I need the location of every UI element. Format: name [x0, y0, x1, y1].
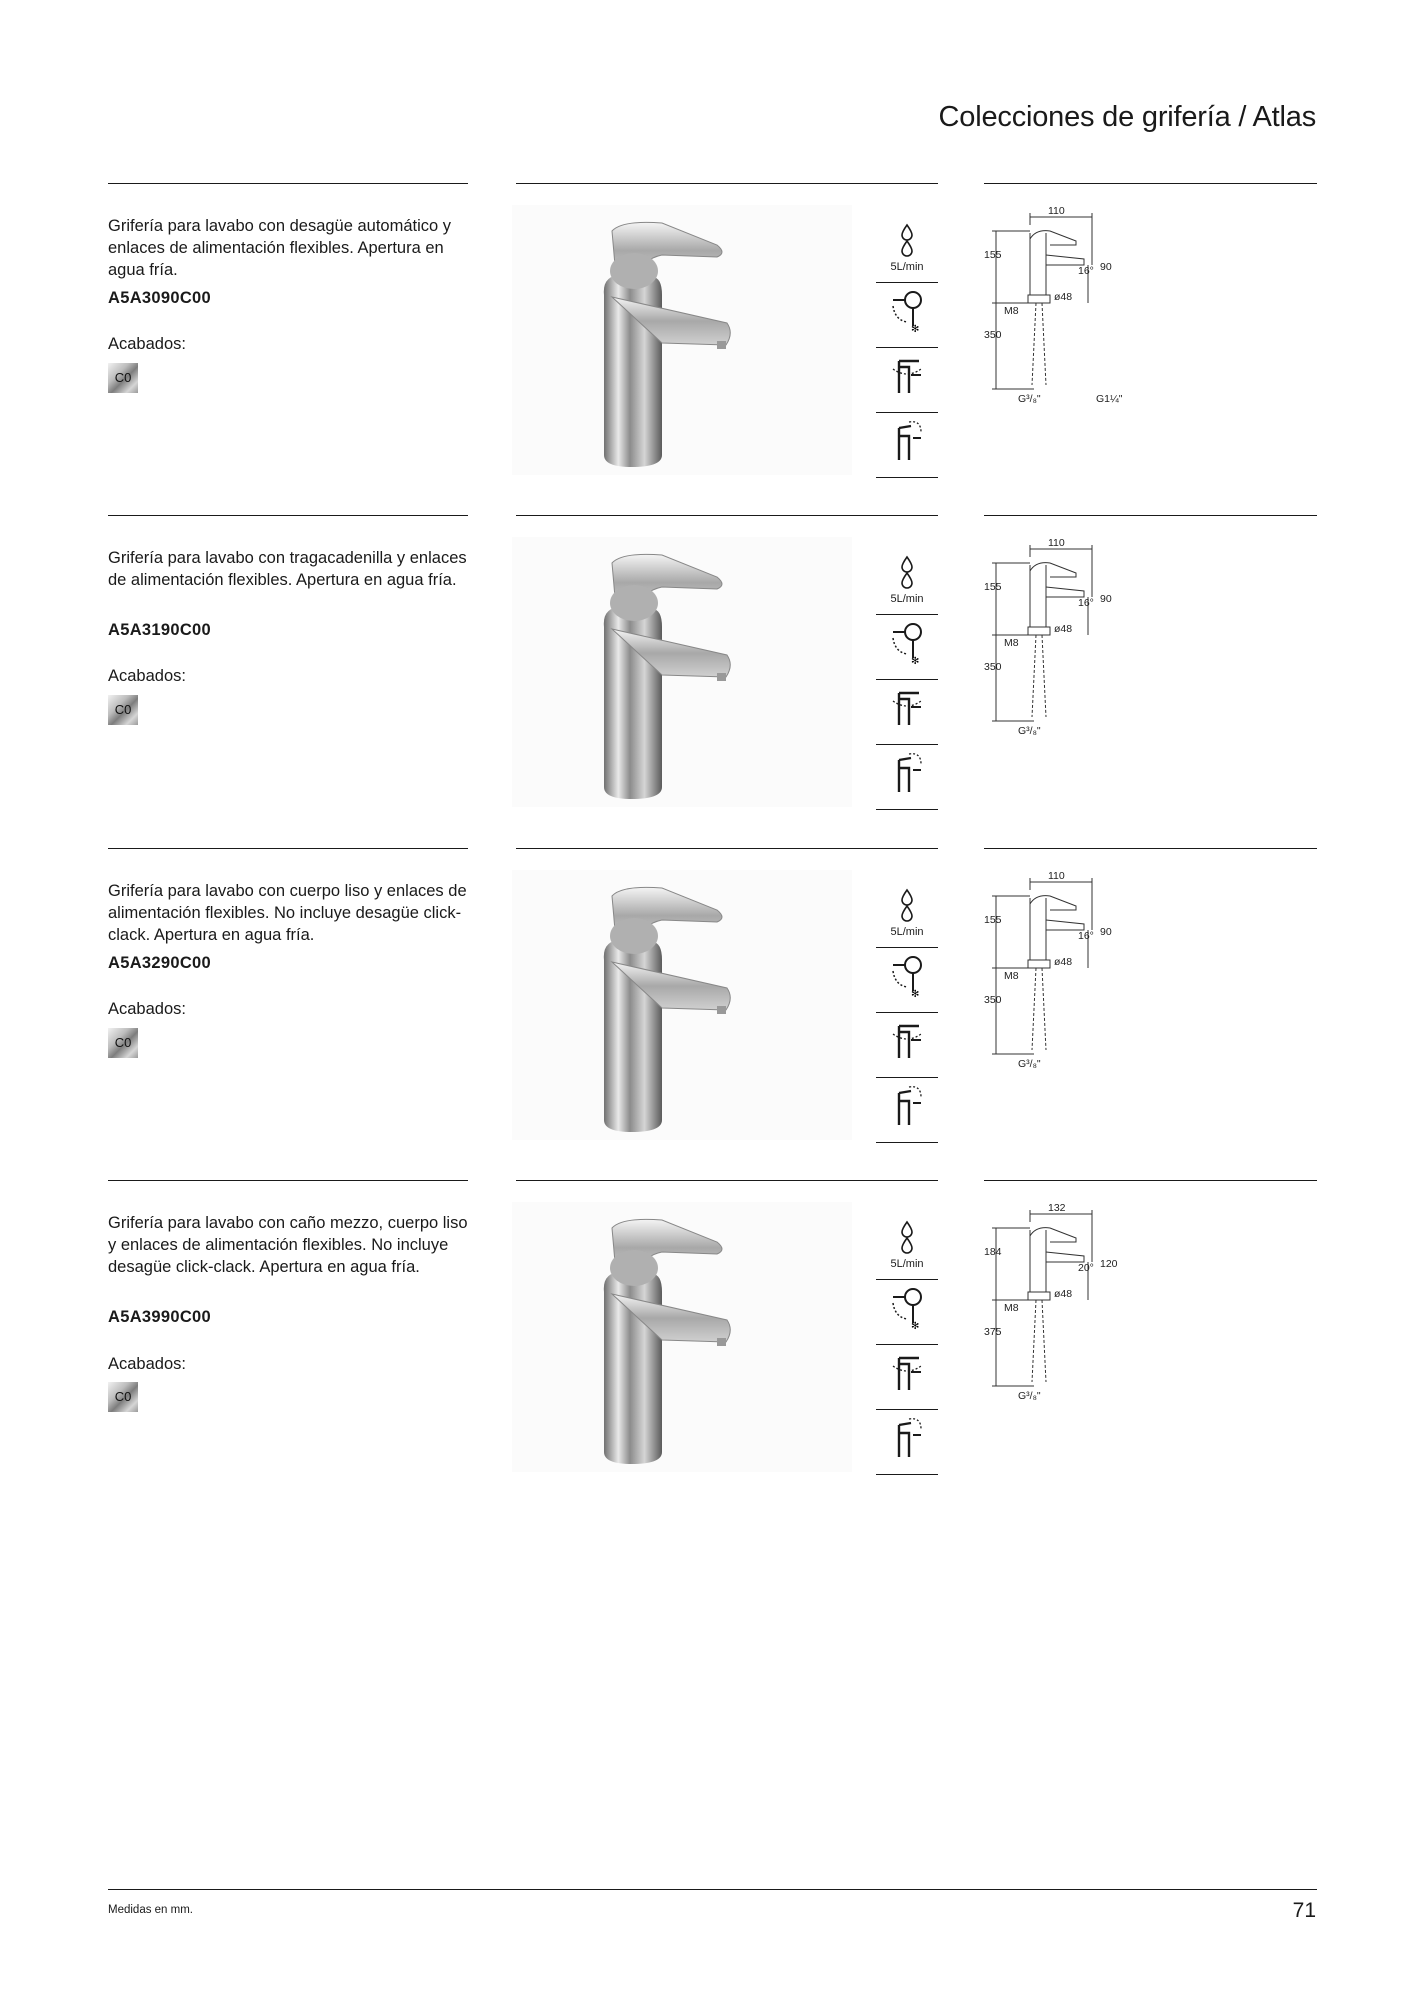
divider	[984, 515, 1317, 516]
finish-swatch-chrome: C0	[108, 1028, 138, 1058]
flow-rate-label: 5L/min	[890, 593, 924, 605]
technical-drawing	[984, 205, 1164, 405]
divider	[984, 183, 1317, 184]
divider	[516, 515, 938, 516]
finish-swatch-chrome: C0	[108, 695, 138, 725]
lever-cell	[876, 1409, 938, 1475]
flow-rate-label: 5L/min	[890, 926, 924, 938]
swivel-cell	[876, 679, 938, 745]
faucet-photo	[512, 537, 852, 807]
dim-width: 132	[1048, 1202, 1066, 1214]
faucet-outline-icon	[887, 1016, 927, 1066]
cold-opening-icon	[887, 286, 927, 336]
technical-drawing	[984, 1202, 1164, 1402]
divider	[108, 515, 468, 516]
dim-diameter: ø48	[1054, 623, 1073, 635]
finish-swatch-chrome: C0	[108, 1382, 138, 1412]
dim-thread: M8	[1004, 1302, 1019, 1314]
product-description: Grifería para lavabo con desagüe automático y enlaces de alimentación flexibles. Apertura en agua fría.	[108, 217, 452, 279]
feature-icons	[876, 882, 938, 1142]
divider	[108, 183, 468, 184]
cold-opening-icon	[887, 618, 927, 668]
feature-icons	[876, 549, 938, 809]
lever-rotation-icon	[887, 416, 927, 466]
divider	[108, 1180, 468, 1181]
flow-rate-cell	[876, 882, 938, 948]
dim-thread: M8	[1004, 970, 1019, 982]
finishes-label: Acabados:	[108, 1355, 186, 1373]
lever-rotation-icon	[887, 748, 927, 798]
page-title: Colecciones de grifería / Atlas	[938, 101, 1316, 133]
dim-width: 110	[1048, 537, 1065, 549]
faucet-photo	[512, 870, 852, 1140]
lever-cell	[876, 412, 938, 478]
faucet-outline-icon	[887, 1348, 927, 1398]
divider	[984, 1180, 1317, 1181]
product-block	[0, 1180, 1414, 1510]
product-code: A5A3290C00	[108, 954, 211, 972]
dim-diameter: ø48	[1054, 1288, 1073, 1300]
dim-thread: M8	[1004, 305, 1019, 317]
flow-rate-cell	[876, 549, 938, 615]
dim-connection: G³/₈"	[1018, 393, 1041, 405]
product-code: A5A3990C00	[108, 1308, 211, 1326]
dim-hose-length: 350	[984, 994, 1002, 1006]
flow-rate-cell	[876, 217, 938, 283]
dim-spout-height: 120	[1100, 1258, 1118, 1270]
product-block	[0, 515, 1414, 845]
product-description: Grifería para lavabo con caño mezzo, cuerpo liso y enlaces de alimentación flexibles. No incluye desagüe click-clack. Apertura en agua fría.	[108, 1214, 468, 1276]
svg-text:✻: ✻	[911, 1321, 920, 1332]
dim-angle: 16°	[1078, 930, 1094, 942]
dim-height: 155	[984, 914, 1002, 926]
flow-rate-label: 5L/min	[890, 261, 924, 273]
product-description: Grifería para lavabo con cuerpo liso y enlaces de alimentación flexibles. No incluye desagüe click-clack. Apertura en agua fría.	[108, 882, 467, 944]
dim-width: 110	[1048, 205, 1065, 217]
product-block	[0, 848, 1414, 1178]
product-description: Grifería para lavabo con tragacadenilla y enlaces de alimentación flexibles. Apertura en agua fría.	[108, 549, 467, 589]
lever-cell	[876, 1077, 938, 1143]
dim-connection: G³/₈"	[1018, 1058, 1041, 1070]
flow-rate-label: 5L/min	[890, 1258, 924, 1270]
dim-hose-length: 350	[984, 661, 1002, 673]
divider	[984, 848, 1317, 849]
dim-drain-connection: G1¼"	[1096, 393, 1123, 405]
footer-divider	[108, 1889, 1317, 1890]
dim-angle: 16°	[1078, 597, 1094, 609]
svg-text:✻: ✻	[911, 656, 920, 667]
divider	[516, 1180, 938, 1181]
swivel-cell	[876, 1012, 938, 1078]
cold-start-cell	[876, 1279, 938, 1345]
lever-rotation-icon	[887, 1081, 927, 1131]
dim-diameter: ø48	[1054, 291, 1073, 303]
feature-icons	[876, 1214, 938, 1474]
cold-start-cell	[876, 614, 938, 680]
divider	[516, 848, 938, 849]
dim-height: 155	[984, 249, 1002, 261]
water-drop-icon	[887, 886, 927, 926]
flow-rate-cell	[876, 1214, 938, 1280]
finishes-label: Acabados:	[108, 335, 186, 353]
faucet-outline-icon	[887, 683, 927, 733]
dim-connection: G³/₈"	[1018, 725, 1041, 737]
dim-angle: 20°	[1078, 1262, 1094, 1274]
page-number: 71	[1292, 1899, 1316, 1922]
dim-hose-length: 350	[984, 329, 1002, 341]
lever-cell	[876, 744, 938, 810]
finish-swatch-chrome: C0	[108, 363, 138, 393]
dim-spout-height: 90	[1100, 261, 1112, 273]
product-code: A5A3190C00	[108, 621, 211, 639]
finishes-label: Acabados:	[108, 1000, 186, 1018]
water-drop-icon	[887, 1218, 927, 1258]
dim-connection: G³/₈"	[1018, 1390, 1041, 1402]
faucet-photo	[512, 1202, 852, 1472]
dim-angle: 16°	[1078, 265, 1094, 277]
dim-hose-length: 375	[984, 1326, 1002, 1338]
swivel-cell	[876, 347, 938, 413]
svg-text:✻: ✻	[911, 989, 920, 1000]
dim-diameter: ø48	[1054, 956, 1073, 968]
lever-rotation-icon	[887, 1413, 927, 1463]
faucet-photo	[512, 205, 852, 475]
dim-spout-height: 90	[1100, 926, 1112, 938]
dim-height: 155	[984, 581, 1002, 593]
water-drop-icon	[887, 553, 927, 593]
product-block	[0, 183, 1414, 513]
water-drop-icon	[887, 221, 927, 261]
dim-spout-height: 90	[1100, 593, 1112, 605]
feature-icons	[876, 217, 938, 477]
cold-start-cell	[876, 947, 938, 1013]
dim-width: 110	[1048, 870, 1065, 882]
swivel-cell	[876, 1344, 938, 1410]
divider	[516, 183, 938, 184]
dim-height: 184	[984, 1246, 1002, 1258]
footer-note: Medidas en mm.	[108, 1904, 194, 1916]
finishes-label: Acabados:	[108, 667, 186, 685]
technical-drawing	[984, 870, 1164, 1070]
cold-opening-icon	[887, 951, 927, 1001]
divider	[108, 848, 468, 849]
product-code: A5A3090C00	[108, 289, 211, 307]
cold-start-cell	[876, 282, 938, 348]
faucet-outline-icon	[887, 351, 927, 401]
dim-thread: M8	[1004, 637, 1019, 649]
technical-drawing	[984, 537, 1164, 737]
cold-opening-icon	[887, 1283, 927, 1333]
svg-text:✻: ✻	[911, 324, 920, 335]
